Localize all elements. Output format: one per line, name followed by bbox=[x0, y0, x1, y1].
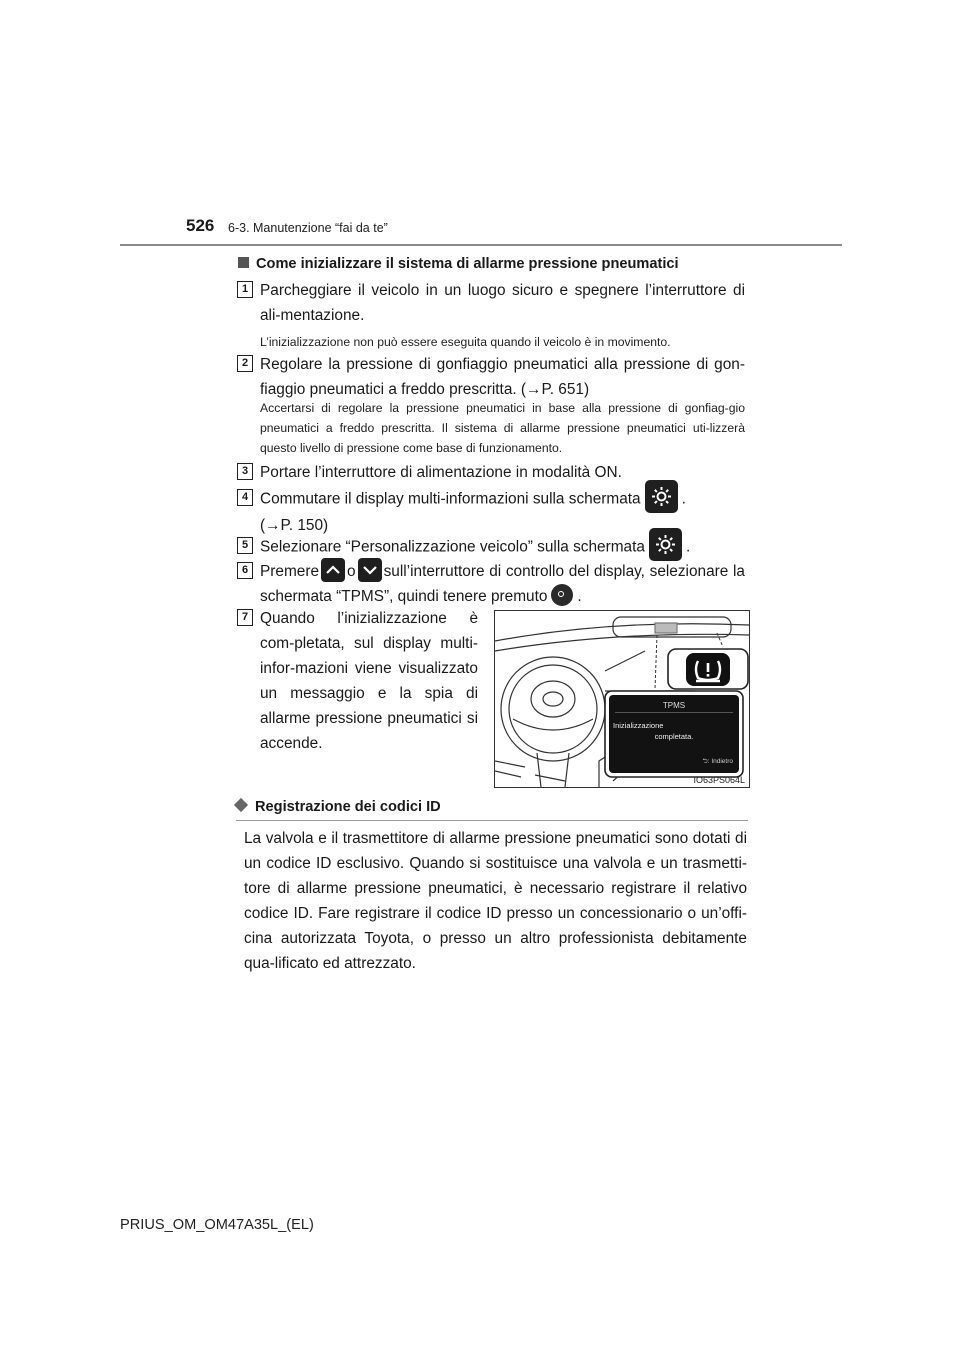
gear-icon bbox=[649, 528, 682, 561]
page-number: 526 bbox=[186, 216, 215, 235]
multi-info-display bbox=[609, 695, 739, 773]
subsection-rule bbox=[236, 820, 748, 821]
diamond-bullet-icon bbox=[234, 798, 248, 812]
screen-line-1: Inizializzazione bbox=[613, 721, 664, 730]
screen-line-2: completata. bbox=[654, 732, 694, 741]
step-6-text-d: . bbox=[577, 588, 582, 605]
step-2-note: Accertarsi di regolare la pressione pneumatici in base alla pressione di gonfiag-gio pneumatici a freddo prescritta. Il sistema di allarme pressione pneumatici uti-lizzerà questo livello di pressione come base di funzionamento. bbox=[260, 401, 745, 455]
back-label bbox=[702, 757, 733, 768]
step-4-text-a: Commutare il display multi-informazioni sulla schermata bbox=[260, 490, 641, 508]
back-label-text: : Indietro bbox=[707, 758, 733, 765]
step-4-text-c: (→P. 150) bbox=[260, 517, 329, 534]
subsection-title-text: Registrazione dei codici ID bbox=[255, 799, 441, 815]
footer-code: PRIUS_OM_OM47A35L_(EL) bbox=[120, 1217, 314, 1233]
chevron-down-icon bbox=[358, 558, 382, 582]
figure-id: IO63PS064L bbox=[693, 775, 745, 785]
step-1-note: L’inizializzazione non può essere eseguita quando il veicolo è in movimento. bbox=[260, 335, 671, 349]
step-number-6: 6 bbox=[237, 562, 253, 579]
step-5-text-b: . bbox=[685, 538, 691, 556]
step-6-text bbox=[260, 559, 745, 609]
back-arrow-icon: ⮌ bbox=[702, 758, 708, 765]
step-1-text: Parcheggiare il veicolo in un luogo sicuro e spegnere l’interruttore di ali-mentazione. bbox=[260, 282, 745, 324]
step-3-text: Portare l’interruttore di alimentazione in modalità ON. bbox=[260, 464, 622, 481]
gear-icon bbox=[645, 480, 678, 513]
dashboard-illustration bbox=[494, 610, 750, 788]
step-number-2: 2 bbox=[237, 355, 253, 372]
step-6-text-a: Premere bbox=[260, 563, 320, 580]
subsection-paragraph: La valvola e il trasmettitore di allarme pressione pneumatici sono dotati di un codice ID esclusivo. Quando si sostituisce una valvola e un trasmetti-tore di allarme pressione pneumatici, è necessario registrare il relativo codice ID. Fare registrare il codice ID presso un concessionario o un’offi-cina autorizzata Toyota, o presso un altro professionista debitamente qua-lificato ed attrezzato. bbox=[244, 830, 747, 972]
step-7-text: Quando l’inizializzazione è com-pletata, sul display multi-infor-mazioni viene visualizzato un messaggio e la spia di allarme pressione pneumatici si accende. bbox=[260, 610, 478, 752]
step-4-text-b: . bbox=[681, 490, 686, 508]
section-title bbox=[238, 256, 679, 272]
step-number-3: 3 bbox=[237, 463, 253, 480]
subsection-title bbox=[236, 799, 441, 815]
step-5-text bbox=[260, 534, 745, 561]
tpms-warning-icon bbox=[678, 651, 738, 687]
screen-title: TPMS bbox=[615, 700, 733, 713]
chevron-up-icon bbox=[321, 558, 345, 582]
header-rule bbox=[120, 244, 842, 246]
step-6-text-c: sull’interruttore di controllo del display, selezionare la schermata “TPMS”, quindi tenere premuto bbox=[260, 563, 745, 605]
step-number-7: 7 bbox=[237, 609, 253, 626]
section-title-text: Come inizializzare il sistema di allarme pressione pneumatici bbox=[256, 256, 679, 272]
step-5-text-a: Selezionare “Personalizzazione veicolo” sulla schermata bbox=[260, 538, 645, 556]
step-2-text: Regolare la pressione di gonfiaggio pneumatici alla pressione di gon-fiaggio pneumatici a freddo prescritta. (→P. 651) bbox=[260, 356, 745, 398]
step-6-text-b: o bbox=[347, 563, 356, 580]
step-number-1: 1 bbox=[237, 281, 253, 298]
chapter-title: 6-3. Manutenzione “fai da te” bbox=[228, 221, 388, 235]
step-number-4: 4 bbox=[237, 489, 253, 506]
square-bullet-icon bbox=[238, 257, 249, 268]
enter-knob-icon bbox=[551, 584, 573, 606]
step-number-5: 5 bbox=[237, 537, 253, 554]
